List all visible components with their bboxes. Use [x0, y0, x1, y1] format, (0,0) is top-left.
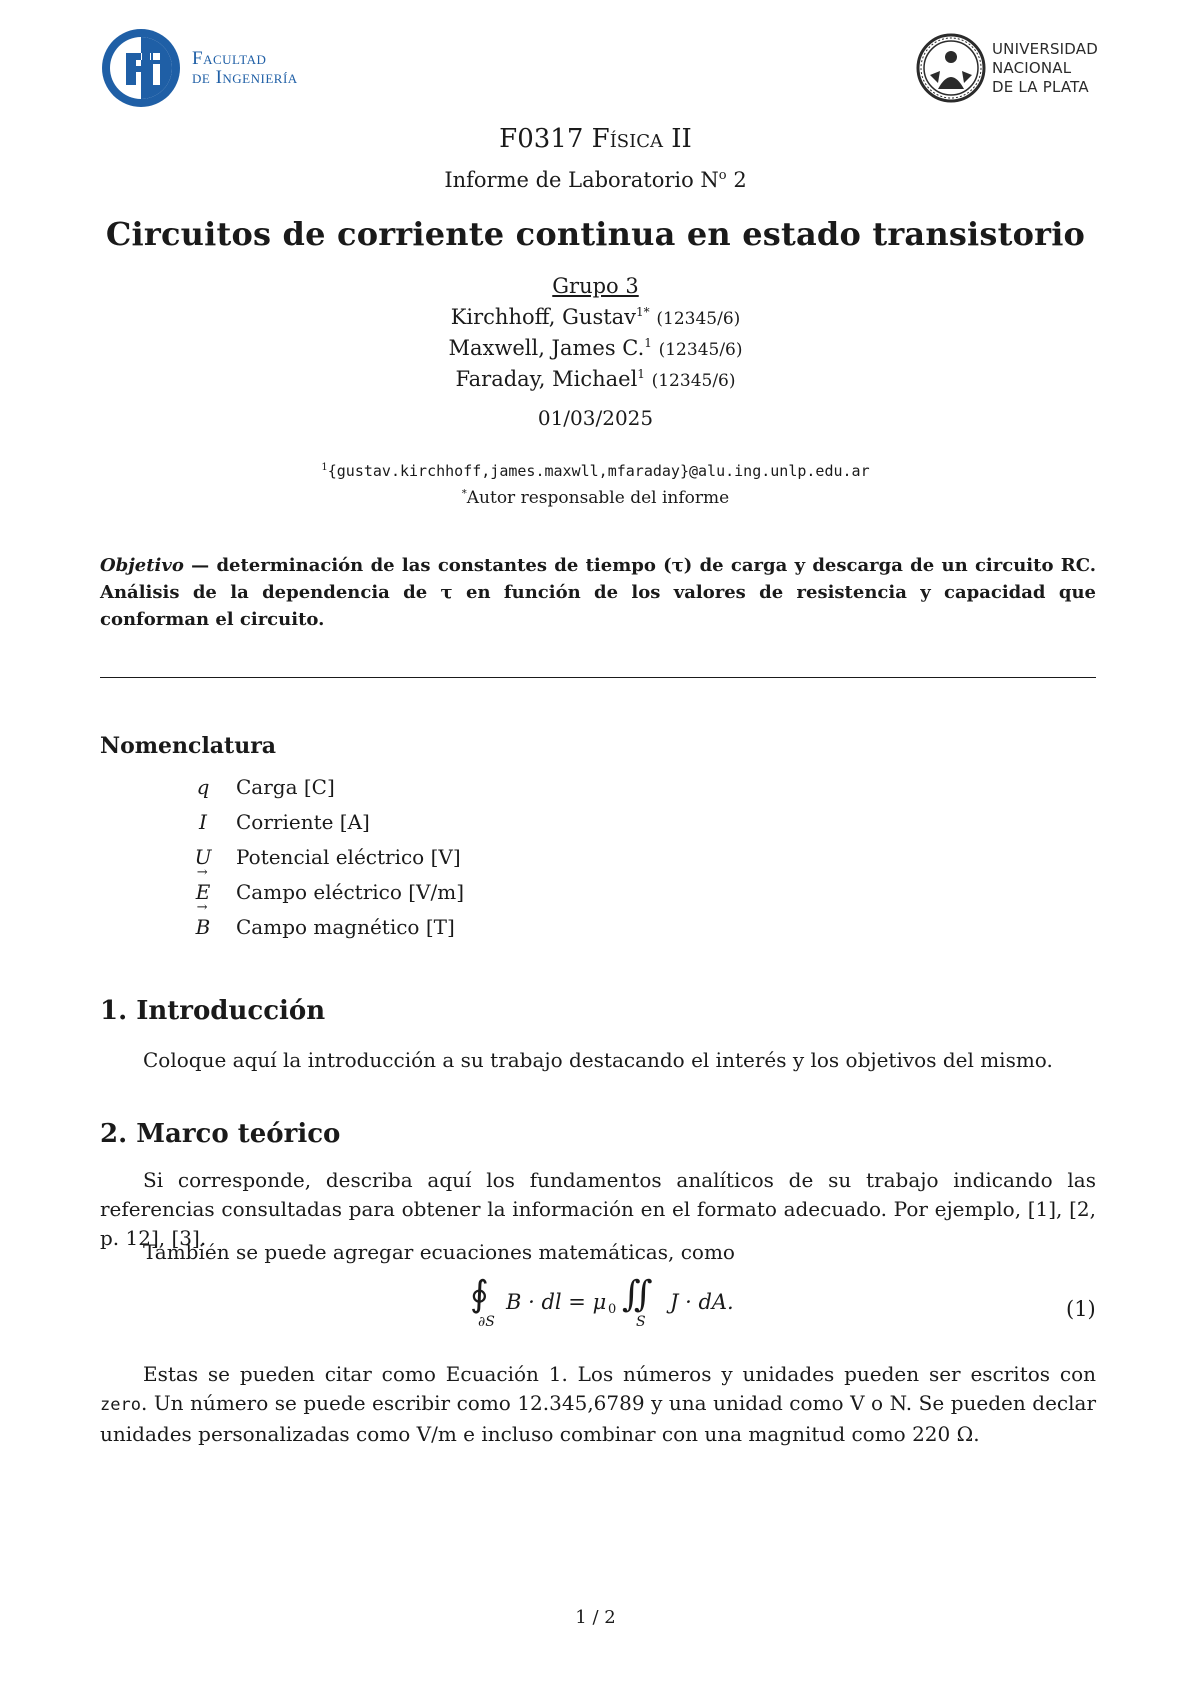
- theory-paragraph-text: . Un número se puede escribir como 12.345,6789 y una unidad como V o N. Se pueden declar unidades personalizadas como V/m e incluso combinar con una magnitud como 220 Ω.: [100, 1391, 1096, 1446]
- author-line: [0, 367, 1191, 391]
- report-date: 01/03/2025: [537, 406, 654, 430]
- theory-paragraph: [100, 1360, 1096, 1449]
- author-line: [0, 336, 1191, 360]
- nomenclature-symbol: I: [199, 810, 207, 834]
- email-affiliation-mark: 1: [321, 462, 328, 473]
- nomenclature-item: [170, 842, 461, 872]
- theory-paragraph-text: Estas se pueden citar como Ecuación 1. Los números y unidades pueden ser escritos con: [143, 1362, 1096, 1386]
- author-affiliation: 1: [637, 367, 645, 381]
- double-integral-icon: ∬: [622, 1274, 653, 1315]
- nomenclature-description: Campo eléctrico [V/m]: [236, 880, 465, 904]
- equation-rhs: J · dA.: [670, 1290, 734, 1314]
- author-id: (12345/6): [658, 340, 743, 360]
- responsible-note: [0, 488, 1191, 508]
- report-number: 2: [733, 168, 747, 192]
- report-label-text: Informe de Laboratorio N: [444, 168, 719, 192]
- document-title: Circuitos de corriente continua en estado transistorio: [105, 215, 1086, 253]
- contour-integral-icon: ∮: [470, 1274, 489, 1315]
- abstract-label: Objetivo: [100, 555, 184, 576]
- nomenclature-item: [170, 772, 335, 802]
- nomenclature-description: Corriente [A]: [236, 810, 370, 834]
- introduction-paragraph: Coloque aquí la introducción a su trabajo destacando el interés y los objetivos del mismo.: [143, 1048, 1053, 1072]
- author-id: (12345/6): [656, 309, 741, 329]
- course-title: [0, 124, 1191, 154]
- nomenclature-symbol: → B: [196, 915, 211, 939]
- author-affiliation: 1: [644, 336, 652, 350]
- nomenclature-description: Carga [C]: [236, 775, 335, 799]
- horizontal-rule: [100, 677, 1096, 678]
- university-name-line3: DE LA PLATA: [991, 77, 1089, 96]
- theory-paragraph: Si corresponde, describa aquí los fundamentos analíticos de su trabajo indicando las referencias consultadas para obtener la información en el formato adecuado. Por ejemplo, [1], [2, p. 12], [3].: [100, 1168, 1096, 1250]
- responsible-note-text: Autor responsable del informe: [466, 488, 730, 508]
- page-number: 1 / 2: [575, 1607, 616, 1628]
- equation-lhs-subscript: ∂S: [478, 1314, 495, 1330]
- equation-mu-subscript: 0: [608, 1302, 617, 1317]
- author-name: Maxwell, James C.: [448, 336, 645, 360]
- author-name: Kirchhoff, Gustav: [450, 305, 637, 329]
- faculty-logo: [100, 27, 298, 109]
- course-name: Física II: [591, 124, 692, 154]
- nomenclature-symbol: U: [194, 845, 212, 869]
- nomenclature-title: Nomenclatura: [100, 733, 277, 759]
- course-code: F0317: [499, 124, 584, 154]
- section-heading-theory: 2. Marco teórico: [100, 1119, 341, 1149]
- author-affiliation: 1*: [636, 305, 650, 319]
- author-id: (12345/6): [651, 371, 736, 391]
- university-seal-icon: [916, 27, 986, 109]
- group-name: Grupo 3: [552, 274, 639, 298]
- equation-lhs: B · dl = μ: [506, 1290, 607, 1314]
- faculty-name-line2: de Ingeniería: [192, 67, 298, 88]
- report-label: [0, 168, 1191, 192]
- nomenclature-item: [170, 877, 464, 907]
- report-label-sup: o: [718, 168, 727, 183]
- nomenclature-item: [170, 912, 455, 942]
- nomenclature-symbol: q: [196, 775, 210, 799]
- responsible-mark: *: [461, 488, 467, 500]
- author-name: Faraday, Michael: [455, 367, 638, 391]
- abstract-dash: —: [183, 555, 217, 576]
- university-name-line1: UNIVERSIDAD: [991, 39, 1098, 58]
- code-snippet: zero: [100, 1395, 141, 1415]
- author-emails: [0, 462, 1191, 480]
- university-name-line2: NACIONAL: [991, 58, 1072, 77]
- equation-number: (1): [1066, 1297, 1096, 1321]
- email-list: {gustav.kirchhoff,james.maxwll,mfaraday}@alu.ing.unlp.edu.ar: [327, 462, 870, 480]
- nomenclature-description: Campo magnético [T]: [236, 915, 455, 939]
- section-heading-introduction: 1. Introducción: [100, 996, 326, 1026]
- abstract: [100, 552, 1096, 633]
- equation-rhs-subscript: S: [636, 1314, 646, 1330]
- nomenclature-symbol: → E: [196, 880, 211, 904]
- university-logo: [916, 27, 1098, 109]
- author-line: [0, 305, 1191, 329]
- nomenclature-item: [170, 807, 370, 837]
- abstract-text: determinación de las constantes de tiempo (τ) de carga y descarga de un circuito RC. Análisis de la dependencia de τ en función de los valores de resistencia y capacidad que conforman el circuito.: [100, 555, 1096, 630]
- theory-paragraph: También se puede agregar ecuaciones matemáticas, como: [143, 1240, 735, 1264]
- faculty-name-line1: Facultad: [192, 48, 267, 69]
- faculty-emblem-icon: [100, 27, 182, 109]
- nomenclature-description: Potencial eléctrico [V]: [236, 845, 461, 869]
